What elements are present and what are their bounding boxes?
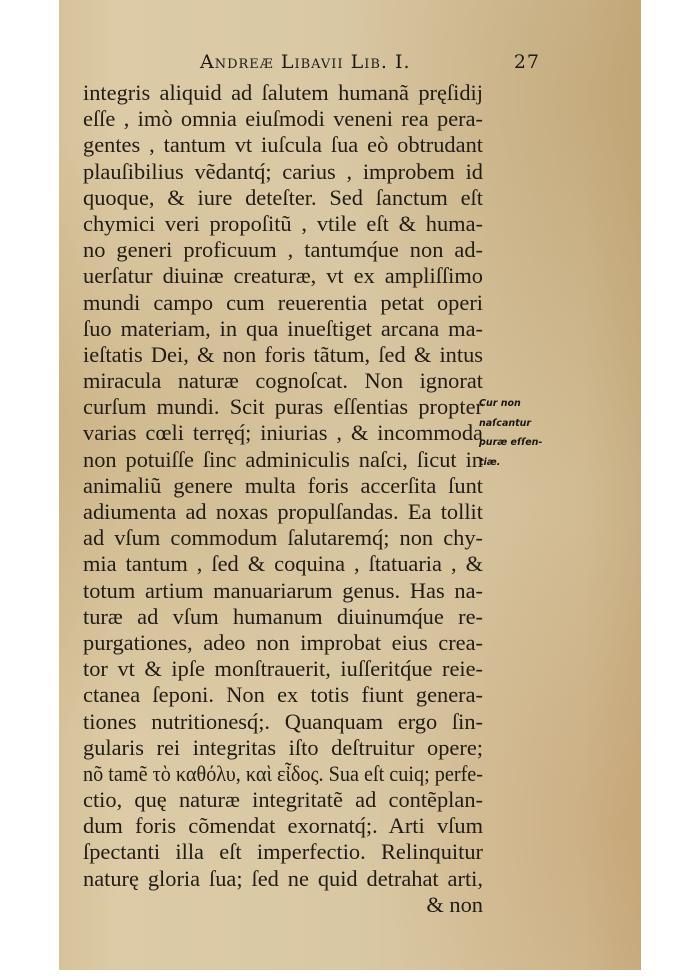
text-line: tiones nutritionesq́;. Quanquam ergo ſin- (83, 708, 483, 734)
text-line: purgationes, adeo non improbat eius crea- (83, 629, 483, 655)
text-line: chymici veri propoſitũ , vtile eſt & huma- (83, 210, 483, 236)
text-line: ctanea ſeponi. Non ex totis fiunt genera- (83, 682, 483, 708)
marginal-note-line: tiæ. (479, 456, 501, 468)
text-line: integris aliquid ad ſalutem humanã pręſidij (83, 80, 483, 105)
marginal-note-line: naſcantur (479, 417, 532, 429)
text-line: dum foris cõmendat exornatq́;. Arti vſum (83, 813, 483, 839)
text-line: quoque, & iure deteſter. Sed ſanctum eſt (83, 184, 483, 210)
catchword: & non (426, 891, 483, 917)
text-line: uerſatur diuinæ creaturæ, vt ex ampliſſimo (83, 263, 483, 289)
text-line: naturę gloria ſua; ſed ne quid detrahat arti, (83, 865, 483, 891)
text-line: ctio, quę naturæ integritatẽ ad contẽplan- (83, 787, 483, 813)
marginal-note-line: puræ eſſen- (479, 437, 543, 448)
page-number: 27 (513, 51, 540, 73)
text-line: ſuo materiam, in qua inueſtiget arcana ma- (83, 315, 483, 341)
text-line: ad vſum commodum ſalutaremq́; non chy- (83, 525, 483, 551)
book-page (59, 0, 641, 970)
marginal-note-line: Cur non (479, 398, 521, 409)
text-line: mundi campo cum reuerentia petat operi (83, 289, 483, 315)
text-line: plauſibilius vẽdantq́; carius , improbem id (83, 158, 483, 184)
text-line: eſſe , imò omnia eiuſmodi veneni rea pera- (83, 106, 483, 132)
text-line: curſum mundi. Scit puras eſſentias propter (83, 394, 483, 420)
text-line: animaliũ genere multa foris accerſita ſunt (83, 472, 483, 498)
text-line: no generi proficuum , tantumq́ue non ad- (83, 237, 483, 263)
text-line: ieſtatis Dei, & non foris tãtum, ſed & intus (83, 341, 483, 367)
text-line: adiumenta ad noxas propulſandas. Ea tollit (83, 499, 483, 524)
text-line: nõ tamẽ τὸ καθόλυ, καὶ εἶδος. Sua eſt cuiq; perfe- (83, 760, 484, 786)
running-header (200, 51, 540, 73)
marginal-note (479, 394, 559, 472)
text-line: gentes , tantum vt iuſcula ſua eò obtrudant (83, 132, 483, 158)
text-line: mia tantum , ſed & coquina , ſtatuaria , & (83, 551, 483, 577)
running-head-title: Andreæ Libavii Lib. I. (200, 51, 411, 73)
text-line: varias cœli terręq́; iniurias , & incommoda (83, 420, 483, 446)
text-line: turæ ad vſum humanum diuinumq́ue re- (83, 603, 483, 629)
text-line: ſpectanti illa eſt imperfectio. Relinquitur (83, 839, 483, 865)
text-line: gularis rei integritas iſto deſtruitur opere; (83, 734, 483, 760)
text-line: miracula naturæ cognoſcat. Non ignorat (83, 368, 483, 394)
text-line: non potuiſſe ſinc adminiculis naſci, ſicut in (83, 446, 483, 472)
text-line: tor vt & ipſe monſtrauerit, iuſſeritq́ue reie- (83, 656, 483, 682)
body-text (83, 80, 483, 918)
text-line: totum artium manuariarum genus. Has na- (83, 577, 483, 603)
